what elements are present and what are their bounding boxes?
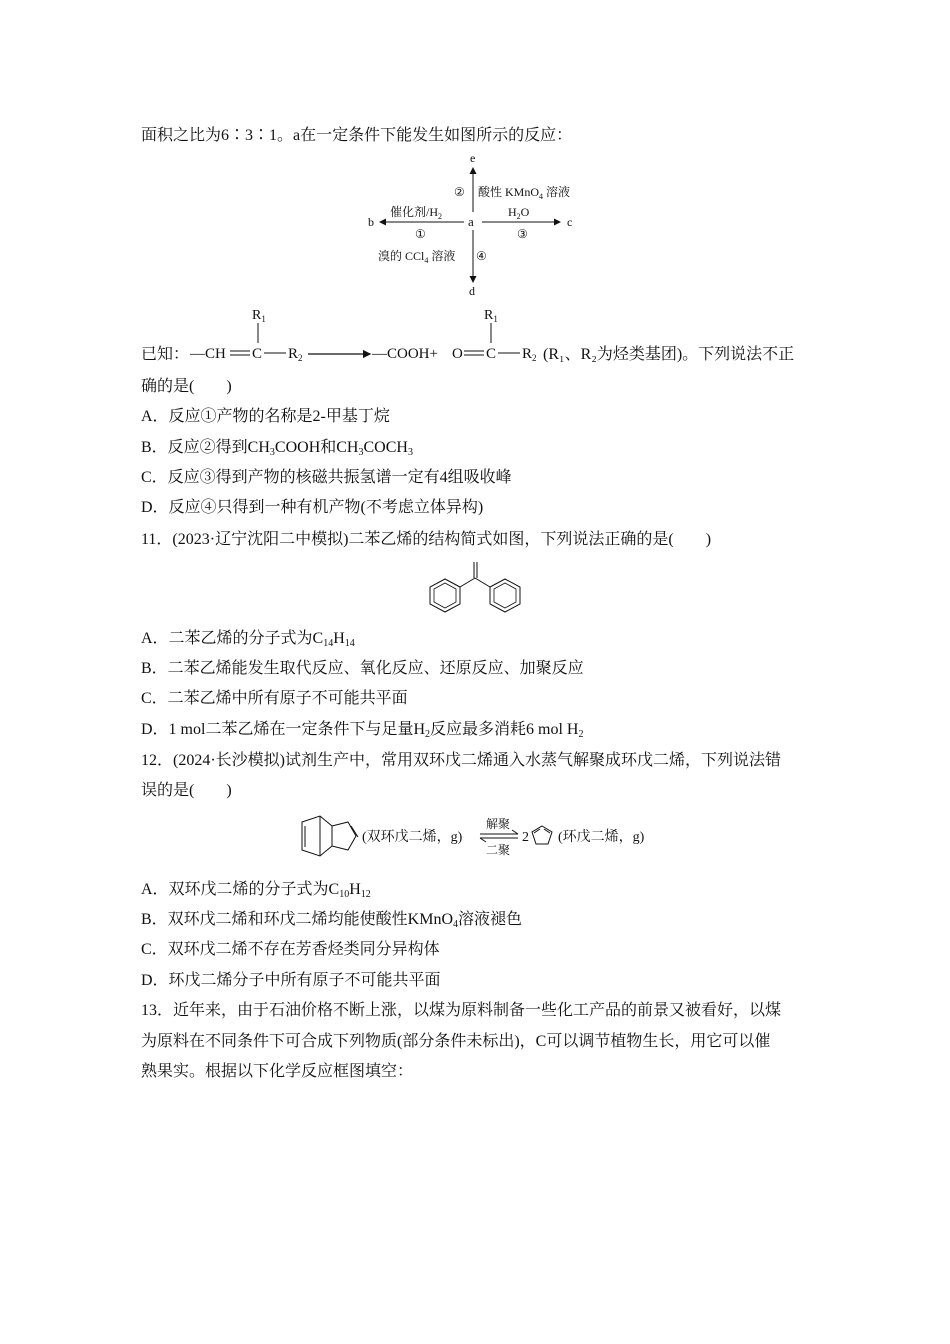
known-r1-left: $R_1$ (252, 308, 266, 324)
product-acid: —COOH+ (372, 346, 438, 362)
product-c: C (486, 346, 497, 362)
known-line2: 确的是( ) (141, 378, 232, 395)
phenyl-ring-right (490, 579, 520, 612)
cyclopentadiene-ring (532, 826, 552, 844)
path3-num: ③ (517, 227, 528, 241)
q12-stem: 12．(2024·长沙模拟)试剂生产中，常用双环戊二烯通入水蒸气解聚成环戊二烯，下列说法错 (141, 752, 781, 769)
q11-option-d: D．1 mol二苯乙烯在一定条件下与足量$H_2$反应最多消耗6 mol $H_2$ (141, 721, 584, 740)
q10-option-b: B．反应②得到$CH_3COOH$和$CH_3COCH_3$ (141, 439, 413, 458)
scheme-bottom-d: d (469, 284, 475, 298)
q12-option-a: A．双环戊二烯的分子式为$C_{10}H_{12}$ (141, 881, 371, 900)
path2-reagent: 酸性 KMnO$_4$ 溶液 (478, 185, 571, 201)
eq-left-label: (双环戊二烯，g) (362, 830, 463, 845)
q11-option-c: C．二苯乙烯中所有原子不可能共平面 (141, 690, 408, 707)
path4-num: ④ (476, 249, 487, 263)
q12-option-c: C．双环戊二烯不存在芳香烃类同分异构体 (141, 941, 440, 958)
eq-up-label: 解聚 (486, 817, 511, 831)
path2-num: ② (454, 185, 465, 199)
path1-num: ① (415, 227, 426, 241)
eq-coefficient: 2 (522, 830, 529, 845)
q11-option-b: B．二苯乙烯能发生取代反应、氧化反应、还原反应、加聚反应 (141, 660, 584, 677)
product-o: O (452, 346, 463, 362)
known-r1-right: $R_1$ (484, 308, 498, 324)
diphenylethylene-structure (424, 560, 524, 620)
eq-down-label: 二聚 (486, 843, 511, 857)
q10-option-a: A．反应①产物的名称是2-甲基丁烷 (141, 408, 390, 425)
scheme-right-c: c (567, 215, 573, 229)
scheme-center-a: a (468, 214, 474, 229)
known-reaction-figure (190, 303, 550, 367)
q12-option-b: B．双环戊二烯和环戊二烯均能使酸性KMnO$_4$溶液褪色 (141, 911, 523, 930)
phenyl-ring-left (430, 579, 460, 612)
reactant-c: C (252, 346, 263, 362)
known-r2-right: $R_2$ (522, 346, 537, 363)
known-note: (R₁、R₂为烃类基团)。下列说法不正 (543, 346, 795, 363)
eq-right-label: (环戊二烯，g) (558, 830, 645, 845)
q11-stem: 11．(2023·辽宁沈阳二中模拟)二苯乙烯的结构简式如图，下列说法正确的是( ) (141, 531, 712, 548)
q12-option-d: D．环戊二烯分子中所有原子不可能共平面 (141, 972, 441, 989)
q13-line-1: 13．近年来，由于石油价格不断上涨，以煤为原料制备一些化工产品的前景又被看好，以煤 (141, 1002, 782, 1019)
depolymerization-equation (296, 812, 656, 862)
path4-reagent: 溴的 CCl$_4$ 溶液 (378, 249, 456, 265)
q12-stem-2: 误的是( ) (141, 782, 232, 799)
known-r2-left: $R_2$ (288, 346, 303, 363)
q10-option-d: D．反应④只得到一种有机产物(不考虑立体异构) (141, 499, 484, 516)
reactant-ch: —CH (190, 346, 226, 362)
known-prefix: 已知： (141, 346, 190, 363)
path1-reagent: 催化剂$/H_2$ (390, 205, 443, 221)
q13-line-3: 熟果实。根据以下化学反应框图填空： (141, 1063, 414, 1080)
scheme-left-b: b (368, 215, 374, 229)
scheme-top-e: e (470, 151, 476, 165)
q13-line-2: 为原料在不同条件下可合成下列物质(部分条件未标出)，C可以调节植物生长，用它可以催 (141, 1033, 771, 1050)
reaction-scheme-figure (360, 150, 590, 300)
intro-line: 面积之比为6∶3∶1。a在一定条件下能发生如图所示的反应： (141, 127, 573, 144)
q11-option-a: A．二苯乙烯的分子式为$C_{14}H_{14}$ (141, 630, 355, 649)
path3-reagent: $H_2O$ (508, 205, 530, 221)
q10-option-c: C．反应③得到产物的核磁共振氢谱一定有4组吸收峰 (141, 469, 512, 486)
